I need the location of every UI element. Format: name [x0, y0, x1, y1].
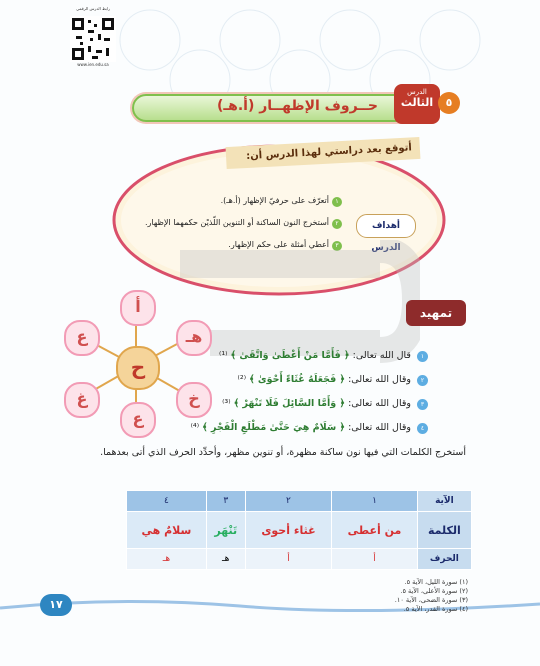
footnote: (٤) سورة القدر، الآية ٥.: [403, 605, 468, 613]
letter-petal: هـ: [176, 320, 212, 356]
verse-num: ٣: [417, 399, 428, 410]
table-row: [127, 512, 472, 549]
lesson-ordinal: الثالث: [400, 96, 434, 109]
verse-ref: ⁽³⁾: [222, 398, 231, 409]
qr-url: www.ien.edu.sa: [77, 62, 109, 67]
table-cell: ١: [332, 491, 418, 512]
objective-num: ١: [332, 197, 342, 207]
letter-petal: ع: [120, 402, 156, 438]
verse-prefix: وقال الله تعالى:: [348, 398, 411, 409]
verse-num: ٤: [417, 423, 428, 434]
table-cell: أ: [245, 549, 332, 570]
page-number: ١٧: [40, 594, 72, 616]
letter-wheel: [54, 290, 214, 440]
answer-table: [126, 490, 472, 570]
verse-text: ﴿ فَجَعَلَهُ غُثَاءً أَحْوَىٰ ﴾: [249, 374, 346, 385]
row-label: الحرف: [417, 549, 471, 570]
verse-ref: ⁽⁴⁾: [190, 422, 200, 433]
footnote: (١) سورة الليل، الآية ٥.: [404, 578, 468, 586]
qr-caption: رابط الدرس الرقمي: [76, 6, 110, 11]
instruction-text: أستخرج الكلمات التي فيها نون ساكنة مظهرة، أو تنوين مظهر، وأحدِّد الحرف الذي أتى بعدهما.: [100, 447, 466, 458]
wheel-center: ح: [116, 346, 160, 390]
table-cell: ٣: [206, 491, 245, 512]
intro-tag: تمهيد: [406, 300, 466, 326]
table-cell: هـ: [127, 549, 207, 570]
table-cell: من أعطى: [332, 512, 418, 549]
verse-ref: ⁽¹⁾: [218, 350, 228, 361]
verse-prefix: وقال الله تعالى:: [348, 374, 411, 385]
objective-text: أستخرج النون الساكنة أو التنوين اللّذيْن حكمهما الإظهار.: [145, 218, 329, 227]
objective-text: أعطي أمثلة على حكم الإظهار.: [228, 240, 329, 249]
objective-item: [132, 196, 342, 207]
table-cell: تَنْهَر: [206, 512, 245, 549]
table-row: [127, 491, 472, 512]
qr-block[interactable]: [66, 6, 120, 86]
verse-text: ﴿ فَأَمَّا مَنْ أَعْطَىٰ وَاتَّقَىٰ ﴾: [230, 350, 350, 361]
verse-num: ٢: [417, 375, 428, 386]
footnotes: [340, 578, 468, 614]
table-cell: سلامٌ هي: [127, 512, 207, 549]
footnote: (٣) سورة الضحى، الآية ١٠.: [394, 596, 468, 604]
objective-text: أتعرّف على حرفيّ الإظهار (أ.هـ).: [220, 196, 329, 205]
qr-pattern: [70, 16, 116, 62]
qr-code-icon[interactable]: [70, 16, 116, 62]
verse-text: ﴿ وَأَمَّا السَّائِلَ فَلَا تَنْهَرْ ﴾: [233, 398, 346, 409]
table-cell: غثاء أحوى: [245, 512, 332, 549]
letter-petal: خ: [176, 382, 212, 418]
footnote: (٢) سورة الأعلى، الآية ٥.: [400, 587, 468, 595]
table-cell: أ: [332, 549, 418, 570]
table-cell: ٢: [245, 491, 332, 512]
lesson-number: ٥: [438, 92, 460, 114]
letter-petal: ع: [64, 320, 100, 356]
lesson-title-banner: [92, 86, 438, 126]
letter-petal: غ: [64, 382, 100, 418]
row-label: الكلمة: [417, 512, 471, 549]
verse-ref: ⁽²⁾: [237, 374, 247, 385]
verse-num: ١: [417, 351, 428, 362]
objectives-heading: أتوقع بعد دراستي لهذا الدرس أن:: [226, 137, 421, 169]
objective-num: ٣: [332, 241, 342, 251]
verse-prefix: وقال الله تعالى:: [348, 422, 411, 433]
table-cell: ٤: [127, 491, 207, 512]
lesson-badge: [394, 84, 440, 124]
letter-petal: أ: [120, 290, 156, 326]
objective-item: [132, 218, 342, 229]
objectives-label: أهداف الدرس: [356, 214, 416, 238]
lesson-title: حــروف الإظهــار (أ.هـ): [216, 98, 378, 114]
objective-num: ٢: [332, 219, 342, 229]
table-cell: هـ: [206, 549, 245, 570]
table-row: [127, 549, 472, 570]
verse-text: ﴿ سَلَامٌ هِيَ حَتَّىٰ مَطْلَعِ الْفَجْرِ ﴾: [202, 422, 346, 433]
row-label: الآية: [417, 491, 471, 512]
lesson-label: الدرس: [407, 88, 427, 96]
verse-prefix: قال الله تعالى:: [352, 350, 411, 361]
